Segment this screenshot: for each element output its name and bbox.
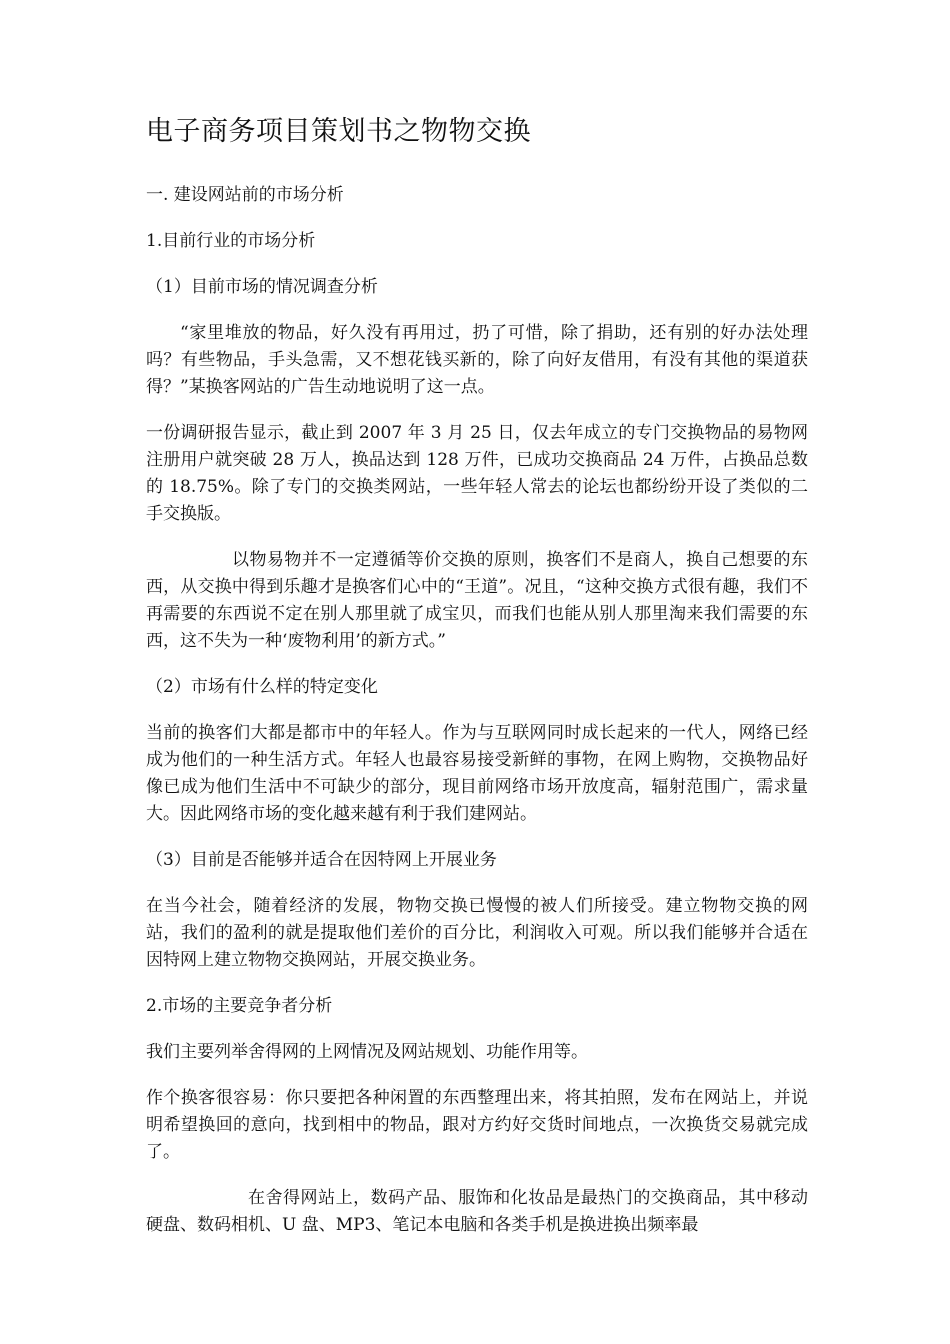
document-title: 电子商务项目策划书之物物交换 [146,116,531,147]
subsubsection-heading-3: （3）目前是否能够并适合在因特网上开展业务 [146,850,497,870]
paragraph-8: 在舍得网站上，数码产品、服饰和化妆品是最热门的交换商品，其中移动硬盘、数码相机、U 盘、MP3、笔记本电脑和各类手机是换进换出频率最 [146,1188,808,1235]
subsection-heading-1-1: 1.目前行业的市场分析 [146,231,316,251]
paragraph-1: “家里堆放的物品，好久没有再用过，扔了可惜，除了捐助，还有别的好办法处理吗？有些物品，手头急需，又不想花钱买新的，除了向好友借用，有没有其他的渠道获得？”某换客网站的广告生动地说明了这一点。 [146,323,808,397]
section-heading-1: 一. 建设网站前的市场分析 [146,185,344,205]
paragraph-2: 一份调研报告显示，截止到 2007 年 3 月 25 日，仅去年成立的专门交换物品的易物网注册用户就突破 28 万人，换品达到 128 万件，已成功交换商品 24 万件，占换品总数的 18.75%。除了专门的交换类网站，一些年轻人常去的论坛也都纷纷开设了类似的二手交换版。 [146,423,808,524]
paragraph-3: 以物易物并不一定遵循等价交换的原则，换客们不是商人，换自己想要的东西，从交换中得到乐趣才是换客们心中的“王道”。况且，“这种交换方式很有趣，我们不再需要的东西说不定在别人那里就了成宝贝，而我们也能从别人那里淘来我们需要的东西，这不失为一种‘废物利用’的新方式。” [146,550,808,651]
paragraph-4: 当前的换客们大都是都市中的年轻人。作为与互联网同时成长起来的一代人，网络已经成为他们的一种生活方式。年轻人也最容易接受新鲜的事物，在网上购物，交换物品好像已成为他们生活中不可缺少的部分，现目前网络市场开放度高，辐射范围广，需求量大。因此网络市场的变化越来越有利于我们建网站。 [146,723,808,824]
paragraph-5: 在当今社会，随着经济的发展，物物交换已慢慢的被人们所接受。建立物物交换的网站，我们的盈利的就是提取他们差价的百分比，利润收入可观。所以我们能够并合适在因特网上建立物物交换网站，开展交换业务。 [146,896,808,970]
subsubsection-heading-1: （1）目前市场的情况调查分析 [146,277,378,297]
subsection-heading-1-2: 2.市场的主要竞争者分析 [146,996,333,1016]
document-page [146,112,808,1258]
paragraph-7: 作个换客很容易：你只要把各种闲置的东西整理出来，将其拍照，发布在网站上，并说明希望换回的意向，找到相中的物品，跟对方约好交货时间地点，一次换货交易就完成了。 [146,1088,808,1162]
paragraph-6: 我们主要列举舍得网的上网情况及网站规划、功能作用等。 [146,1042,588,1062]
subsubsection-heading-2: （2）市场有什么样的特定变化 [146,677,378,697]
